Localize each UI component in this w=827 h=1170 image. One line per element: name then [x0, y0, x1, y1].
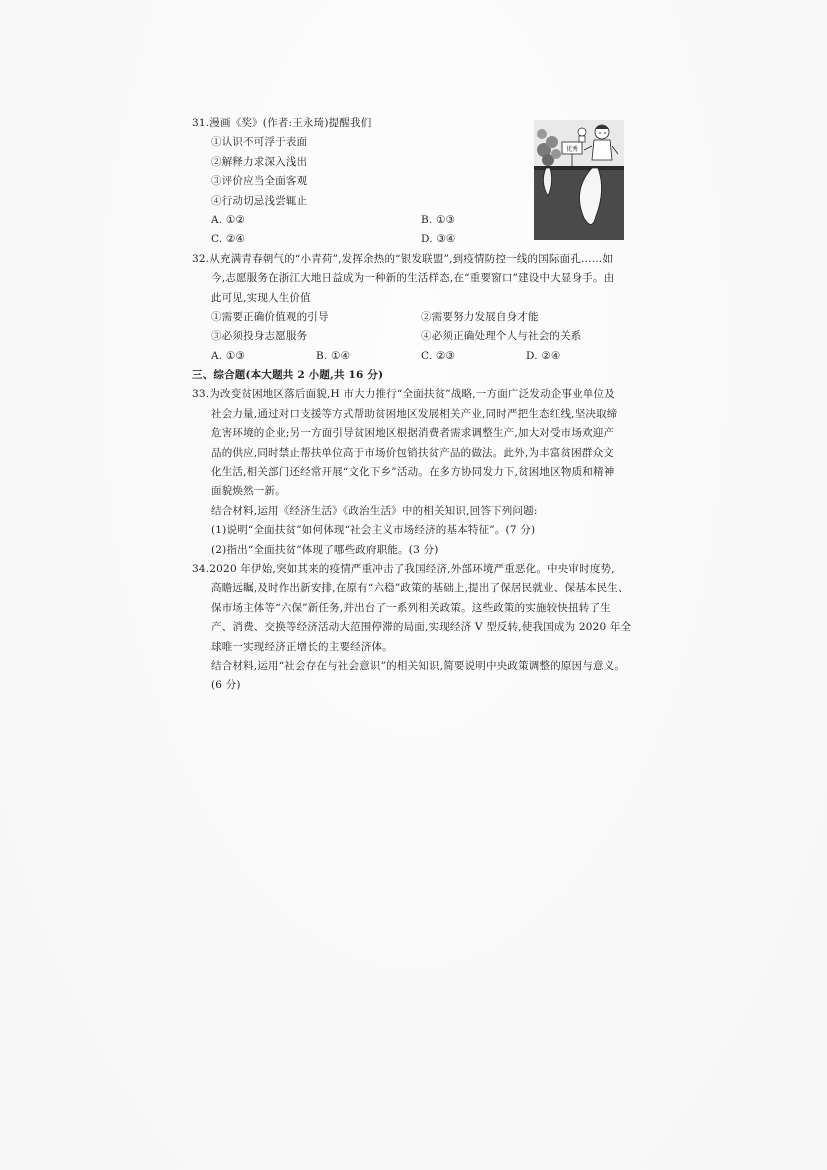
q34-stem-line-2: 高瞻远瞩,及时作出新安排,在原有“六稳”政策的基础上,提出了保居民就业、保基本民生、: [211, 582, 629, 595]
q33-instruction: 结合材料,运用《经济生活》《政治生活》中的相关知识,回答下列问题:: [211, 504, 538, 517]
q33-stem-line-1: 33.为改变贫困地区落后面貌,H 市大力推行“全面扶贫”战略,一方面广泛发动企事业单位及: [192, 388, 615, 401]
q32-choices: [192, 347, 652, 366]
q32-choice-c: C. ②③: [421, 349, 456, 362]
q33-sub-question-2: (2)指出“全面扶贫”体现了哪些政府职能。(3 分): [211, 543, 439, 556]
cartoon-sign-text: 优秀: [565, 146, 579, 153]
q32-stem-line-1: 32.从充满青春朝气的“小青荷”,发挥余热的“银发联盟”,到疫情防控一线的国际面孔……如: [192, 252, 614, 265]
q33-stem-line-2: 社会力量,通过对口支援等方式帮助贫困地区发展相关产业,同时严把生态红线,坚决取缔: [211, 407, 618, 420]
q32-option-2: ②需要努力发展自身才能: [421, 310, 539, 323]
q31-choice-d: D. ③④: [421, 233, 456, 246]
section-3-heading: 三、综合题(本大题共 2 小题,共 16 分): [192, 369, 384, 382]
q31-option-1: ①认识不可浮于表面: [211, 136, 308, 149]
q33-stem-line-6: 面貌焕然一新。: [211, 485, 286, 498]
q31-choice-a: A. ①②: [211, 213, 246, 226]
q31-choice-c: C. ②④: [211, 233, 246, 246]
q32-option-4: ④必须正确处理个人与社会的关系: [421, 330, 582, 343]
q32-stem-line-2: 今,志愿服务在浙江大地日益成为一种新的生活样态,在“重要窗口”建设中大显身手。由: [211, 272, 615, 285]
q34-stem-line-3: 保市场主体等“六保”新任务,并出台了一系列相关政策。这些政策的实施较快扭转了生: [211, 601, 611, 614]
q33-sub-question-1: (1)说明“全面扶贫”如何体现“社会主义市场经济的基本特征”。(7 分): [211, 524, 536, 537]
q31-option-4: ④行动切忌浅尝辄止: [211, 194, 308, 207]
q32-option-3: ③必须投身志愿服务: [211, 330, 308, 343]
cartoon-small-figure: [578, 128, 586, 142]
q34-instruction-line-2: (6 分): [211, 679, 241, 692]
q32-options-row-1: [192, 308, 652, 327]
q31-choice-b: B. ①③: [421, 213, 456, 226]
q34-instruction-line-1: 结合材料,运用“社会存在与社会意识”的相关知识,简要说明中央政策调整的原因与意义。: [211, 659, 626, 672]
q31-cartoon: [534, 120, 624, 240]
q33-stem-line-3: 危害环境的企业;另一方面引导贫困地区根据消费者需求调整生产,加大对受市场欢迎产: [211, 427, 615, 440]
q34-stem-line-1: 34.2020 年伊始,突如其来的疫情严重冲击了我国经济,外部环境严重恶化。中央审时度势,: [192, 562, 615, 575]
q31-option-2: ②解释力求深入浅出: [211, 155, 308, 168]
q33-stem-line-5: 化生活,相关部门还经常开展“文化下乡”活动。在多方协同发力下,贫困地区物质和精神: [211, 466, 615, 479]
q32-choice-d: D. ②④: [526, 349, 561, 362]
q32-choice-a: A. ①③: [211, 349, 246, 362]
q32-choice-b: B. ①④: [316, 349, 351, 362]
q34-stem-line-5: 球唯一实现经济正增长的主要经济体。: [211, 640, 393, 653]
q32-option-1: ①需要正确价值观的引导: [211, 310, 329, 323]
q32-stem-line-3: 此可见,实现人生价值: [211, 291, 311, 304]
q32-options-row-2: [192, 327, 652, 346]
q33-stem-line-4: 品的供应,同时禁止帮扶单位高于市场价包销扶贫产品的做法。此外,为丰富贫困群众文: [211, 446, 614, 459]
q31-stem: 31.漫画《奖》(作者:王永琦)提醒我们: [192, 117, 372, 129]
q34-stem-line-4: 产、消费、交换等经济活动大范围停滞的局面,实现经济 V 型反转,使我国成为 2020 年全: [211, 621, 632, 634]
q31-option-3: ③评价应当全面客观: [211, 175, 308, 188]
